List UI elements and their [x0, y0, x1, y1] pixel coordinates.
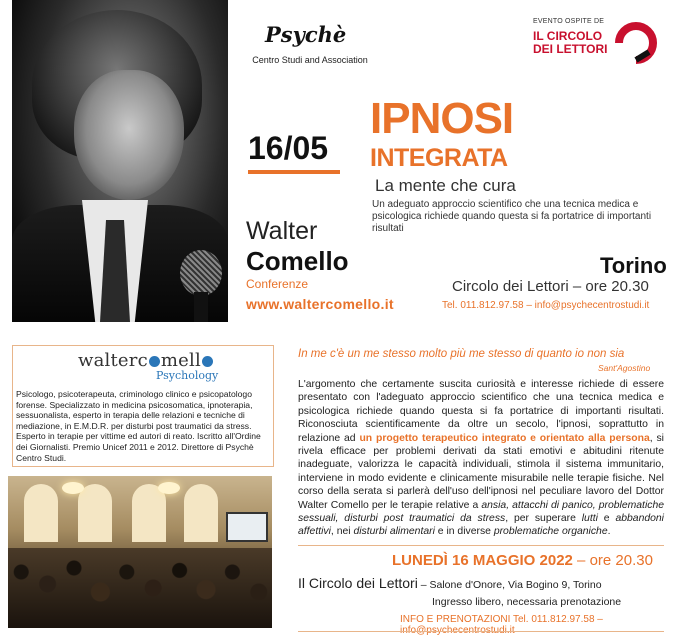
speaker-bio: Psicologo, psicoterapeuta, criminologo clinico e psicopatologo forense. Specializzato in medicina psicosomatica, ipnoterapia, sessuonalista, esperto in terapia delle relazioni e tecniche di mediazione, in E.M.D.R. per disturbi post traumatici da stress. Esperto in terapie per vittime ed autori di reato. Iscritto all'Ordine dei Giornalisti. Premio Unicef 2011 e 2012. Direttore di Psychè Centro Studi. — [16, 389, 261, 463]
speaker-first-name: Walter — [246, 217, 318, 245]
event-venue-line: Circolo dei Lettori – ore 20.30 — [452, 278, 649, 295]
circolo-logo-text: IL CIRCOLO DEI LETTORI — [533, 29, 608, 56]
event-city: Torino — [600, 253, 667, 278]
psyche-logo: Psychè — [265, 22, 347, 47]
speaker-portrait — [12, 0, 228, 322]
circolo-logo-icon — [615, 22, 657, 64]
contact-line: Tel. 011.812.97.58 – info@psychecentrostudi.it — [442, 300, 650, 311]
speaker-role: Conferenze — [246, 277, 309, 291]
event-date-full: LUNEDÌ 16 MAGGIO 2022 – ore 20.30 — [392, 552, 653, 569]
psyche-logo-subtitle: Centro Studi and Association — [252, 55, 368, 65]
projector-screen — [226, 512, 268, 542]
waltercomello-logo: walterc mell — [78, 350, 214, 371]
brand-subtitle: Psychology — [156, 369, 219, 382]
speaker-website-link[interactable]: www.waltercomello.it — [246, 296, 394, 312]
date-underline — [248, 170, 340, 174]
divider — [298, 545, 664, 546]
divider — [298, 631, 664, 632]
quote-author: Sant'Agostino — [598, 363, 651, 373]
booking-contact: INFO E PRENOTAZIONI Tel. 011.812.97.58 – — [400, 614, 603, 625]
event-title-line1: IPNOSI — [370, 94, 514, 143]
event-tagline: La mente che cura — [375, 176, 516, 195]
article-body: L'argomento che certamente suscita curiosità e interesse richiede di essere presentato con l'adeguato approccio scientifico che una tecnica medica e psicologica richiede quando questa si fa portatrice di importanti risultati. Riconosciuta scientificamente da oltre un secolo, l'ipnosi, soprattutto in relazione ad un progetto terapeutico integrato e orientato alla persona, si rivela efficace per problemi derivati da stati emotivi e abitudini ritenute inadeguate, valorizza le capacità individuali, stimola il sistema immunitario, interviene in modo evidente e clinicamente misurabile nelle terapie fisiche. Nel corso della serata si parlerà dell'uso dell'ipnosi nel peculiare lavoro del Dottor Walter Comello per le terapie relative a ansia, attacchi di panico, problematiche sessuali, disturbi post traumatici da stress, per superare lutti e abbandoni affettivi, nei disturbi alimentari e in diverse problematiche organiche. — [298, 379, 665, 538]
event-intro: Un adeguato approccio scientifico che una tecnica medica e psicologica richiede quando questa si fa portatrice di importanti risultati — [372, 199, 652, 234]
logo-dot-icon — [149, 356, 160, 367]
audience — [8, 548, 272, 628]
audience-photo — [8, 476, 272, 628]
event-title-line2: INTEGRATA — [370, 144, 508, 172]
article-highlight: un progetto terapeutico integrato e orientato alla persona — [359, 432, 650, 444]
event-date-short: 16/05 — [248, 130, 329, 166]
speaker-last-name: Comello — [246, 246, 349, 276]
microphone-icon — [180, 250, 222, 296]
event-entry-note: Ingresso libero, necessaria prenotazione — [432, 596, 622, 608]
evento-label: EVENTO OSPITE DE — [533, 18, 605, 25]
quote: In me c'è un me stesso molto più me stesso di quanto io non sia — [298, 348, 625, 360]
event-venue: Il Circolo dei Lettori – Salone d'Onore, Via Bogino 9, Torino — [298, 575, 602, 591]
logo-dot-icon — [202, 356, 213, 367]
